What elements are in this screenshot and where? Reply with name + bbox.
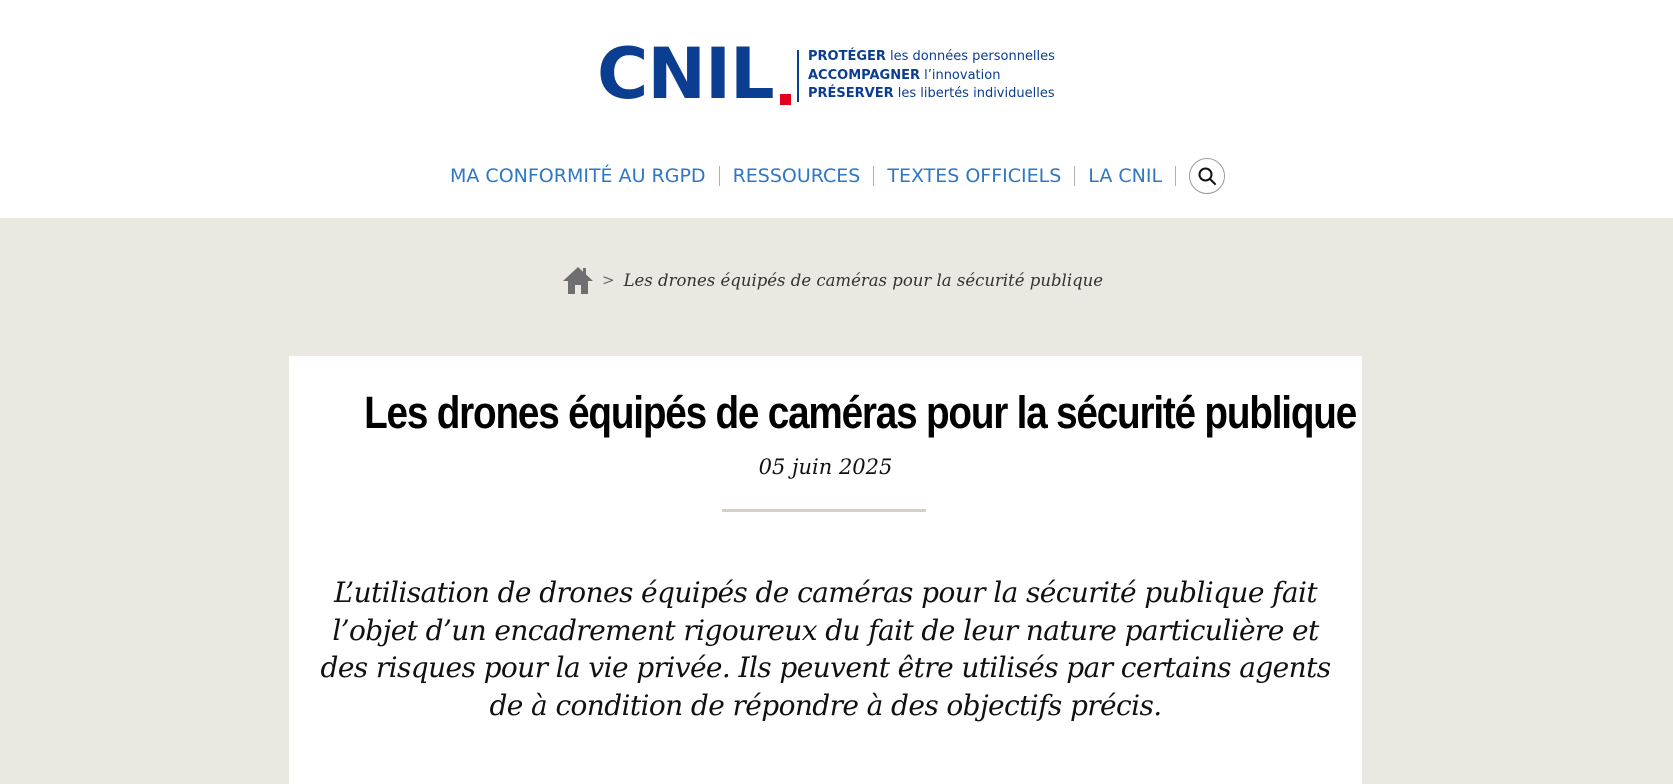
search-icon — [1197, 166, 1217, 186]
search-button[interactable] — [1189, 158, 1225, 194]
breadcrumb — [562, 264, 1103, 296]
nav-divider — [1175, 166, 1176, 186]
logo-red-dot — [780, 94, 791, 105]
article-lead: L’utilisation de drones équipés de caméras pour la sécurité publique fait l’objet d’un encadrement rigoureux du fait de leur nature particulière et des risques pour la vie privée. Ils peuvent être utilisés par certains agents de à condition de répondre à des objectifs précis. — [320, 576, 1331, 722]
tagline-line — [808, 48, 1068, 67]
breadcrumb-current: Les drones équipés de caméras pour la sécurité publique — [623, 270, 1104, 290]
nav-divider — [719, 166, 720, 186]
site-header — [0, 0, 1673, 218]
logo-wordmark: CNIL — [597, 33, 774, 115]
nav-item-ressources[interactable]: RESSOURCES — [732, 165, 861, 187]
page-title: Les drones équipés de caméras pour la sécurité publique — [364, 387, 1357, 438]
tagline-rest: les données personnelles — [885, 49, 1055, 64]
article-date: 05 juin 2025 — [758, 455, 893, 479]
main-nav — [450, 158, 1225, 194]
nav-item-ma-conformite[interactable]: MA CONFORMITÉ AU RGPD — [450, 165, 706, 187]
breadcrumb-separator: > — [602, 271, 615, 289]
tagline-line — [808, 85, 1068, 104]
tagline-strong: PROTÉGER — [808, 49, 886, 64]
cnil-logo[interactable] — [597, 33, 1055, 115]
nav-item-textes-officiels[interactable]: TEXTES OFFICIELS — [887, 165, 1062, 187]
tagline-strong: PRÉSERVER — [808, 86, 894, 101]
tagline-rest: les libertés individuelles — [893, 86, 1055, 101]
tagline-strong: ACCOMPAGNER — [808, 67, 920, 83]
title-divider — [722, 509, 926, 512]
tagline-rest: l’innovation — [919, 67, 1001, 83]
article-card — [289, 356, 1362, 784]
logo-tagline — [808, 48, 1068, 104]
tagline-line — [808, 67, 1068, 86]
nav-item-la-cnil[interactable]: LA CNIL — [1088, 165, 1163, 187]
nav-divider — [873, 166, 874, 186]
nav-divider — [1074, 166, 1075, 186]
breadcrumb-home-link[interactable] — [562, 265, 594, 295]
home-icon — [562, 265, 594, 295]
logo-separator — [797, 50, 799, 102]
